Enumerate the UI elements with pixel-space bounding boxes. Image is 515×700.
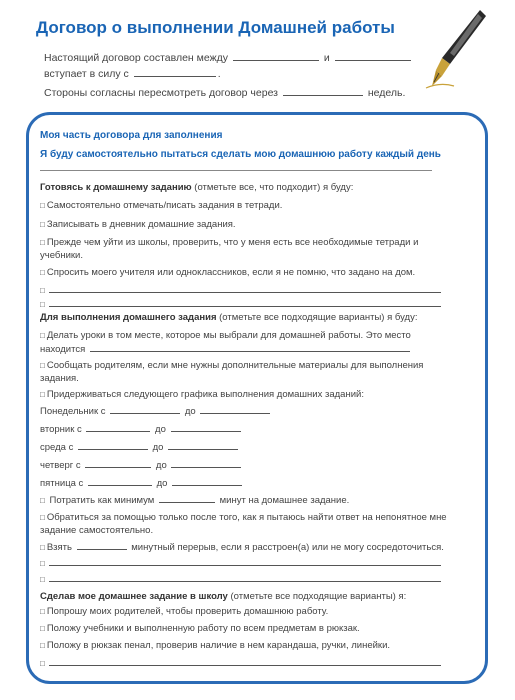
- schedule-row: [40, 422, 448, 436]
- intro-line-1: [44, 51, 413, 64]
- item-text: минут на домашнее задание.: [219, 495, 350, 506]
- blank-time-from[interactable]: [78, 440, 148, 450]
- schedule-row: [40, 458, 448, 472]
- schedule-row: [40, 404, 448, 418]
- item-text: Потратить как минимум: [49, 495, 155, 506]
- list-item-blank: [40, 283, 448, 297]
- checkbox[interactable]: □: [40, 286, 45, 295]
- fountain-pen-icon: [420, 6, 492, 90]
- list-item: [40, 388, 448, 401]
- list-item-blank: [40, 556, 448, 570]
- list-item: [40, 359, 448, 385]
- checkbox[interactable]: □: [40, 607, 45, 616]
- item-text: Сообщать родителям, если мне нужны дополнительные материалы для выполнения задания.: [40, 360, 424, 384]
- checkbox[interactable]: □: [40, 390, 45, 399]
- list-item: [40, 511, 448, 537]
- blank-custom-item[interactable]: [49, 297, 441, 307]
- blank-weeks[interactable]: [283, 86, 363, 96]
- schedule-row: [40, 440, 448, 454]
- blank-minutes[interactable]: [159, 493, 215, 503]
- item-text: Самостоятельно отмечать/писать задания в тетради.: [46, 200, 283, 211]
- blank-custom-item[interactable]: [49, 656, 441, 666]
- list-item: [40, 236, 448, 262]
- intro-text: Стороны согласны пересмотреть договор через: [44, 87, 278, 99]
- section-doing-heading: [40, 311, 448, 324]
- blank-time-from[interactable]: [110, 404, 180, 414]
- blank-time-from[interactable]: [86, 422, 150, 432]
- blank-custom-item[interactable]: [49, 572, 441, 582]
- intro-line-3: [44, 86, 405, 99]
- document-title: Договор о выполнении Домашней работы: [36, 18, 395, 37]
- item-text: Придерживаться следующего графика выполнения домашних заданий:: [46, 389, 364, 400]
- checkbox[interactable]: □: [40, 331, 45, 340]
- to-label: до: [156, 478, 168, 489]
- list-item: [40, 605, 448, 618]
- intro-text: Настоящий договор составлен между: [44, 52, 228, 64]
- blank-party-2[interactable]: [335, 51, 411, 61]
- pledge-underline: [40, 170, 432, 171]
- intro-text: .: [217, 68, 221, 80]
- blank-time-to[interactable]: [171, 458, 241, 468]
- list-item: [40, 218, 448, 231]
- blank-custom-item[interactable]: [49, 283, 441, 293]
- list-item: [40, 639, 448, 652]
- list-item: [40, 622, 448, 635]
- checkbox[interactable]: □: [40, 624, 45, 633]
- blank-place[interactable]: [90, 342, 410, 352]
- intro-text: вступает в силу с: [44, 68, 129, 80]
- checkbox[interactable]: □: [40, 575, 45, 584]
- item-text: Спросить моего учителя или одноклассников, если я не помню, что задано на дом.: [46, 267, 416, 278]
- item-text: Записывать в дневник домашние задания.: [46, 219, 236, 230]
- heading-rest: (отметьте все, что подходит) я буду:: [191, 182, 354, 193]
- item-text: минутный перерыв, если я расстроен(а) или не могу сосредоточиться.: [131, 542, 444, 553]
- checkbox[interactable]: □: [40, 496, 45, 505]
- to-label: до: [155, 460, 167, 471]
- blank-party-1[interactable]: [233, 51, 319, 61]
- item-text: Обратиться за помощью только после того, как я пытаюсь найти ответ на непонятное мне задание самостоятельно.: [40, 512, 447, 536]
- day-label: среда с: [40, 442, 74, 453]
- list-item: [40, 540, 448, 554]
- heading-bold: Готовясь к домашнему заданию: [40, 182, 192, 193]
- item-text: Взять: [46, 542, 72, 553]
- section-after-heading: [40, 590, 448, 603]
- day-label: четверг с: [40, 460, 81, 471]
- blank-time-to[interactable]: [172, 476, 242, 486]
- heading-rest: (отметьте все подходящие варианты) я:: [227, 591, 407, 602]
- blank-time-to[interactable]: [200, 404, 270, 414]
- checkbox[interactable]: □: [40, 559, 45, 568]
- blank-custom-item[interactable]: [49, 556, 441, 566]
- list-item: [40, 266, 448, 279]
- day-label: Понедельник с: [40, 406, 106, 417]
- list-item: [40, 199, 448, 212]
- intro-text: недель.: [367, 87, 406, 99]
- heading-rest: (отметьте все подходящие варианты) я буду:: [216, 312, 418, 323]
- to-label: до: [184, 406, 196, 417]
- list-item-blank: [40, 572, 448, 586]
- item-text: Делать уроки в том месте, которое мы выбрали для домашней работы. Это место находится: [40, 330, 411, 355]
- box-title: Моя часть договора для заполнения: [40, 130, 223, 141]
- checkbox[interactable]: □: [40, 513, 45, 522]
- checkbox[interactable]: □: [40, 641, 45, 650]
- item-text: Прежде чем уйти из школы, проверить, что у меня есть все необходимые тетради и учебники.: [40, 237, 419, 261]
- section-prepare-heading: [40, 181, 448, 194]
- intro-text: и: [323, 52, 330, 64]
- item-text: Попрошу моих родителей, чтобы проверить домашнюю работу.: [46, 606, 329, 617]
- day-label: вторник с: [40, 424, 82, 435]
- blank-start-date[interactable]: [134, 67, 216, 77]
- blank-time-to[interactable]: [171, 422, 241, 432]
- list-item: [40, 329, 448, 356]
- pledge-text: Я буду самостоятельно пытаться сделать мою домашнюю работу каждый день: [40, 149, 441, 160]
- heading-bold: Для выполнения домашнего задания: [40, 312, 217, 323]
- intro-line-2: [44, 67, 221, 80]
- checkbox[interactable]: □: [40, 659, 45, 668]
- checkbox[interactable]: □: [40, 220, 45, 229]
- checkbox[interactable]: □: [40, 543, 45, 552]
- item-text: Положу учебники и выполненную работу по всем предметам в рюкзак.: [46, 623, 360, 634]
- to-label: до: [152, 442, 164, 453]
- list-item-blank: [40, 297, 448, 311]
- blank-time-from[interactable]: [88, 476, 152, 486]
- list-item-blank: [40, 656, 448, 670]
- checkbox[interactable]: □: [40, 361, 45, 370]
- blank-break-minutes[interactable]: [77, 540, 127, 550]
- checkbox[interactable]: □: [40, 201, 45, 210]
- heading-bold: Сделав мое домашнее задание в школу: [40, 591, 228, 602]
- day-label: пятница с: [40, 478, 84, 489]
- checkbox[interactable]: □: [40, 300, 45, 309]
- list-item: [40, 493, 448, 507]
- blank-time-from[interactable]: [85, 458, 151, 468]
- to-label: до: [155, 424, 166, 435]
- schedule-row: [40, 476, 448, 490]
- checkbox[interactable]: □: [40, 238, 45, 247]
- item-text: Положу в рюкзак пенал, проверив наличие в нем карандаша, ручки, линейки.: [46, 640, 391, 651]
- checkbox[interactable]: □: [40, 268, 45, 277]
- blank-time-to[interactable]: [168, 440, 238, 450]
